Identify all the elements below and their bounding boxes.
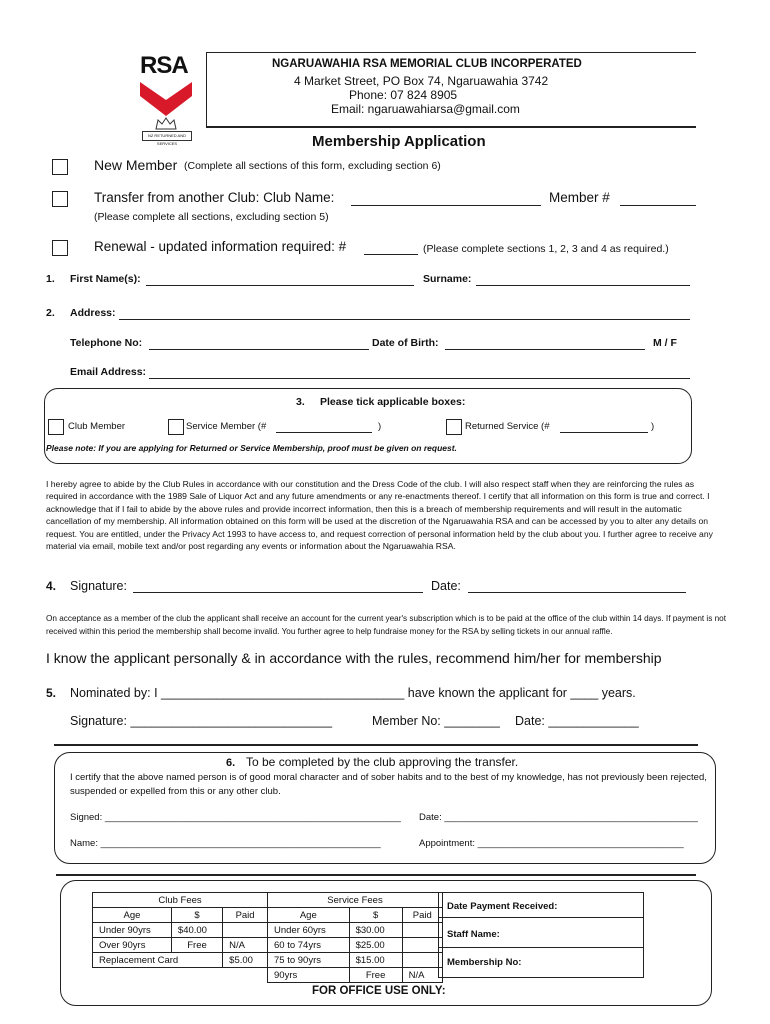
page-title: Membership Application [312,133,486,150]
table-header: Age [268,908,350,923]
table-cell: Free [171,938,222,953]
renewal-checkbox[interactable] [52,240,68,256]
rsa-logo [138,52,194,146]
header-divider [206,126,696,128]
table-header: Paid [223,908,268,923]
table-cell: 75 to 90yrs [268,953,350,968]
table-cell [402,938,442,953]
renewal-number-field[interactable] [364,254,418,255]
transfer-checkbox[interactable] [52,191,68,207]
section-4-number: 4. [46,579,57,593]
service-close: ) [378,421,382,432]
section-6-number: 6. [226,757,236,769]
table-cell: Replacement Card [93,953,223,968]
returned-service-checkbox[interactable] [446,419,462,435]
table-row [93,968,443,983]
recommend-text: I know the applicant personally & in accordance with the rules, recommend him/her for membership [46,650,662,666]
first-name-label: First Name(s): [70,273,141,285]
section-5-number: 5. [46,686,57,700]
email-label: Email Address: [70,366,147,378]
date-field[interactable] [468,592,686,593]
section-6-appointment: Appointment: _______________________________________ [419,838,684,849]
membership-no-label: Membership No: [447,957,522,968]
service-member-checkbox[interactable] [168,419,184,435]
poppy-chevron-icon [140,82,192,116]
staff-name-label: Staff Name: [447,929,500,940]
new-member-checkbox[interactable] [52,159,68,175]
table-cell [93,968,172,983]
dob-label: Date of Birth: [372,337,439,349]
office-use-footer: FOR OFFICE USE ONLY: [312,985,446,997]
table-cell: N/A [402,968,442,983]
returned-number-field[interactable] [560,432,648,433]
table-cell: Under 90yrs [93,923,172,938]
section-1-number: 1. [46,273,55,285]
org-phone: Phone: 07 824 8905 [349,88,458,102]
section-6-name: Name: _____________________________________________________ [70,838,381,849]
crown-icon [154,116,178,130]
telephone-label: Telephone No: [70,337,143,349]
renewal-label: Renewal - updated information required: # [94,239,347,254]
org-address: 4 Market Street, PO Box 74, Ngaruawahia 3742 [294,74,549,88]
table-cell: Free [349,968,402,983]
surname-label: Surname: [423,273,472,285]
table-header: $ [349,908,402,923]
service-number-field[interactable] [276,432,372,433]
section-3-number: 3. [296,396,305,408]
logo-text: RSA [140,52,188,79]
dob-field[interactable] [445,349,645,350]
logo-banner: NZ RETURNED AND SERVICES [142,131,192,141]
table-cell: Over 90yrs [93,938,172,953]
date-payment-label: Date Payment Received: [447,901,558,912]
section-2-number: 2. [46,307,55,319]
service-fees-header: Service Fees [268,893,443,908]
section-6-top-rule [54,744,698,746]
returned-service-label: Returned Service (# [465,421,550,432]
transfer-note: (Please complete all sections, excluding section 5) [94,211,329,223]
fees-table [92,892,443,983]
nominator-date: Date: _____________ [515,714,639,728]
nominated-text: Nominated by: I ___________________________________ have known the applicant for ____ years. [70,686,636,700]
section-3-title: Please tick applicable boxes: [320,396,466,408]
table-header: Paid [402,908,442,923]
club-member-label: Club Member [68,421,126,432]
section-6-date: Date: ________________________________________________ [419,812,698,823]
address-label: Address: [70,307,116,319]
table-cell [171,968,222,983]
header-left-rule [206,52,207,126]
table-cell: $5.00 [223,953,268,968]
new-member-label: New Member [94,157,178,173]
table-header: Age [93,908,172,923]
section-6-title: To be completed by the club approving the transfer. [246,755,519,769]
table-cell: $25.00 [349,938,402,953]
nominator-signature: Signature: _____________________________ [70,714,333,728]
table-cell: 90yrs [268,968,350,983]
surname-field[interactable] [476,285,690,286]
table-header: $ [171,908,222,923]
table-cell: $40.00 [171,923,222,938]
org-name: NGARUAWAHIA RSA MEMORIAL CLUB INCORPERATED [272,58,582,70]
date-label: Date: [431,579,461,593]
signature-label: Signature: [70,579,127,593]
signature-field[interactable] [133,592,423,593]
section-3-note: Please note: If you are applying for Returned or Service Membership, proof must be given on request. [46,443,457,453]
org-email: Email: ngaruawahiarsa@gmail.com [331,102,520,116]
table-cell: $30.00 [349,923,402,938]
table-row [93,938,443,953]
service-member-label: Service Member (# [186,421,267,432]
section-6-signed: Signed: ________________________________________________________ [70,812,401,823]
club-name-field[interactable] [351,205,541,206]
first-name-field[interactable] [146,285,414,286]
fees-table-wrap [92,892,443,983]
table-row [93,923,443,938]
table-cell [223,923,268,938]
new-member-note: (Complete all sections of this form, excluding section 6) [184,160,441,172]
table-cell [223,968,268,983]
acceptance-text: On acceptance as a member of the club the applicant shall receive an account for the current year's subscription which is to be paid at the office of the club within 14 days. If payment is not received within this period the membership shall become invalid. You further agree to help fundraise money for the RSA by selling tickets in our annual raffle. [46,614,726,636]
club-fees-header: Club Fees [93,893,268,908]
declaration-text: I hereby agree to abide by the Club Rules in accordance with our constitution and the Dress Code of the club. I will also respect staff when they are reinforcing the rules as required in accordance with the 1989 Sale of Liquor Act and any future amendments or any re-enactments thereof. I certify that all information on this form is true and correct. I acknowledge that if I fail to abide by the above rules and provide incorrect information, then this is a breach of membership requirements and will result in the automatic cancellation of my membership. All information obtained on this form will be used at the discretion of the Ngaruawahia RSA and can be accessed by you to alter any details on request. You are entitled, under the Privacy Act 1993 to have access to, and request correction of personal information held by the club about you. I further agree to receive any material via email, mobile text and/or post regarding any events or information about the Ngaruawahia RSA. [46,479,713,552]
transfer-member-label: Member # [549,190,610,205]
returned-close: ) [651,421,655,432]
renewal-note: (Please complete sections 1, 2, 3 and 4 as required.) [423,243,669,255]
nominator-member-no: Member No: ________ [372,714,500,728]
table-cell [402,953,442,968]
office-top-rule [56,874,696,876]
office-info-box [438,892,644,978]
gender-label: M / F [653,337,677,349]
header-top-rule [206,52,696,53]
section-6-cert: I certify that the above named person is of good moral character and of sober habits and to the best of my knowledge, has not previously been rejected, suspended or expelled from this or any other club. [70,772,707,797]
table-cell [402,923,442,938]
email-field[interactable] [149,378,690,379]
table-cell: 60 to 74yrs [268,938,350,953]
table-row [93,953,443,968]
telephone-field[interactable] [149,349,369,350]
table-cell: $15.00 [349,953,402,968]
table-cell: Under 60yrs [268,923,350,938]
club-member-checkbox[interactable] [48,419,64,435]
transfer-member-field[interactable] [620,205,696,206]
table-cell: N/A [223,938,268,953]
transfer-label: Transfer from another Club: Club Name: [94,190,335,205]
address-field[interactable] [119,319,690,320]
